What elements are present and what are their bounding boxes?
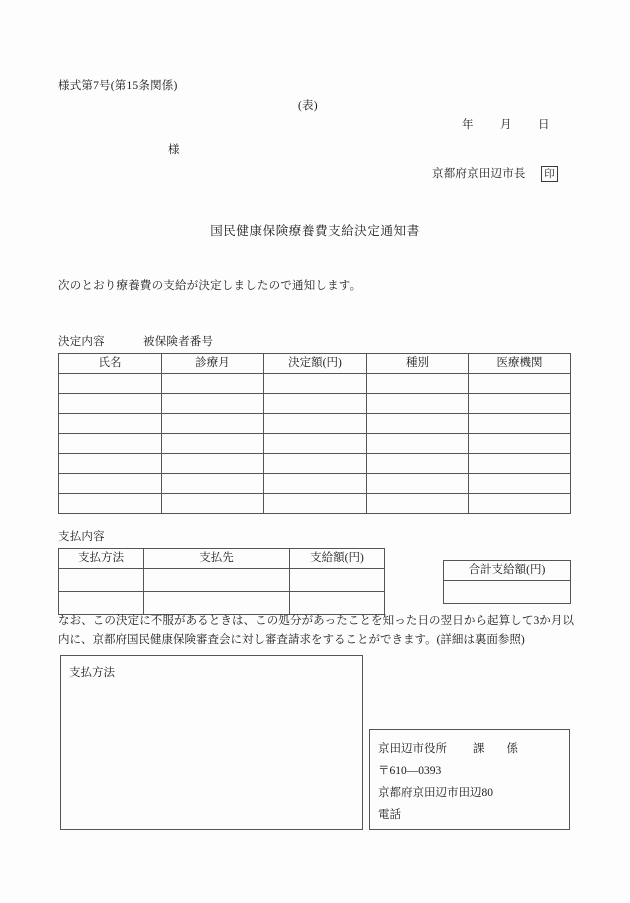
decision-cell	[264, 454, 367, 474]
column-header-payee: 支払先	[144, 549, 290, 569]
column-header-month: 診療月	[162, 354, 264, 374]
decision-cell	[264, 474, 367, 494]
payment-table	[58, 548, 385, 615]
page-title: 国民健康保険療養費支給決定通知書	[210, 224, 420, 238]
decision-content-label: 決定内容	[58, 336, 105, 348]
office-contact-box	[369, 729, 570, 830]
table-row	[59, 494, 571, 514]
table-row	[59, 454, 571, 474]
decision-cell	[59, 414, 162, 434]
office-name: 京田辺市役所	[378, 743, 447, 755]
decision-cell	[162, 414, 264, 434]
decision-cell	[367, 474, 469, 494]
decision-cell	[469, 414, 571, 434]
appeal-notice-text: なお、この決定に不服があるときは、この処分があったことを知った日の翌日から起算して3か月以内に、京都府国民健康保険審査会に対し審査請求をすることができます。(詳細は裏面参照)	[58, 615, 574, 646]
payment-method-box-label: 支払方法	[69, 667, 115, 679]
table-row	[59, 434, 571, 454]
date-year-label: 年	[462, 119, 474, 131]
table-row	[59, 394, 571, 414]
decision-cell	[264, 494, 367, 514]
insured-number-label: 被保険者番号	[143, 336, 214, 348]
date-day-label: 日	[538, 119, 550, 131]
decision-cell	[59, 454, 162, 474]
column-header-type: 種別	[367, 354, 469, 374]
lead-paragraph: 次のとおり療養費の支給が決定しましたので通知します。	[58, 280, 362, 292]
payment-method-box	[60, 655, 363, 830]
decision-cell	[162, 454, 264, 474]
total-amount-table	[443, 560, 571, 604]
column-header-amount: 決定額(円)	[264, 354, 367, 374]
decision-cell	[367, 374, 469, 394]
decision-cell	[264, 434, 367, 454]
decision-cell	[59, 474, 162, 494]
table-header-row	[59, 354, 571, 374]
date-month-label: 月	[500, 119, 512, 131]
total-amount-value	[444, 581, 571, 604]
table-row	[59, 414, 571, 434]
office-phone-label: 電話	[378, 809, 401, 821]
decision-cell	[162, 474, 264, 494]
decision-cell	[469, 434, 571, 454]
decision-cell	[59, 394, 162, 414]
decision-cell	[367, 494, 469, 514]
decision-cell	[162, 374, 264, 394]
decision-cell	[59, 374, 162, 394]
payment-cell	[290, 569, 385, 592]
column-header-institution: 医療機関	[469, 354, 571, 374]
decision-cell	[469, 374, 571, 394]
decision-cell	[162, 434, 264, 454]
issuer-name: 京都府京田辺市長	[432, 168, 526, 180]
decision-cell	[162, 494, 264, 514]
decision-cell	[469, 474, 571, 494]
office-name-line	[378, 738, 569, 760]
table-row	[444, 581, 571, 604]
payment-cell	[144, 569, 290, 592]
column-header-payment-amount: 支給額(円)	[290, 549, 385, 569]
office-postal-code: 〒610—0393	[378, 765, 442, 777]
column-header-total-amount: 合計支給額(円)	[444, 561, 571, 581]
addressee-honorific: 様	[168, 144, 180, 156]
decision-table	[58, 353, 571, 514]
table-row	[59, 374, 571, 394]
column-header-name: 氏名	[59, 354, 162, 374]
decision-cell	[264, 394, 367, 414]
seal-stamp-box: 印	[541, 166, 558, 182]
decision-cell	[59, 434, 162, 454]
table-row	[59, 569, 385, 592]
decision-cell	[162, 394, 264, 414]
date-line	[462, 119, 550, 133]
form-number: 様式第7号(第15条関係)	[58, 80, 178, 92]
office-division-label: 課	[473, 743, 485, 755]
decision-cell	[367, 394, 469, 414]
decision-cell	[59, 494, 162, 514]
payment-content-label: 支払内容	[58, 531, 105, 543]
decision-cell	[469, 494, 571, 514]
decision-cell	[469, 394, 571, 414]
column-header-payment-method: 支払方法	[59, 549, 144, 569]
office-section-label: 係	[506, 743, 518, 755]
decision-cell	[264, 374, 367, 394]
decision-cell	[367, 434, 469, 454]
table-row	[59, 474, 571, 494]
decision-cell	[264, 414, 367, 434]
table-header-row	[444, 561, 571, 581]
decision-cell	[367, 414, 469, 434]
office-address: 京都府京田辺市田辺80	[378, 787, 493, 799]
payment-cell	[59, 569, 144, 592]
table-header-row	[59, 549, 385, 569]
face-side-marker: (表)	[298, 100, 318, 112]
decision-cell	[469, 454, 571, 474]
decision-cell	[367, 454, 469, 474]
